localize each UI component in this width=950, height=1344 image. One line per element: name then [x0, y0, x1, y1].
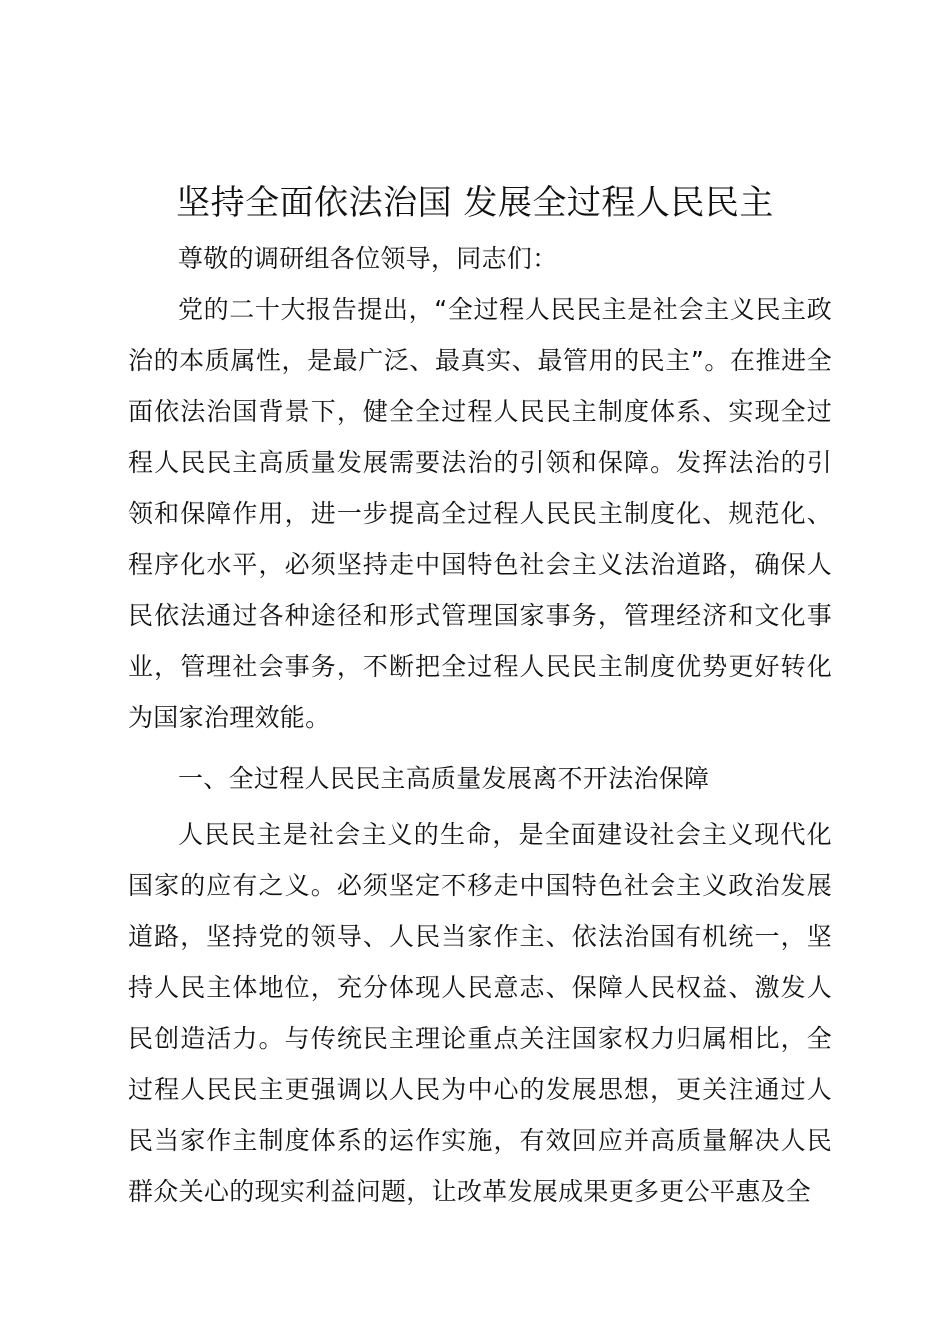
- document-body: [128, 233, 832, 1217]
- document-title: 坚持全面依法治国 发展全过程人民民主: [176, 183, 774, 223]
- paragraph: 人民民主是社会主义的生命，是全面建设社会主义现代化国家的应有之义。必须坚定不移走中国特色社会主义政治发展道路，坚持党的领导、人民当家作主、依法治国有机统一，坚持人民主体地位，充分体现人民意志、保障人民权益、激发人民创造活力。与传统民主理论重点关注国家权力归属相比，全过程人民民主更强调以人民为中心的发展思想，更关注通过人民当家作主制度体系的运作实施，有效回应并高质量解决人民群众关心的现实利益问题，让改革发展成果更多更公平惠及全: [128, 820, 832, 1206]
- salutation: 尊敬的调研组各位领导，同志们：: [178, 244, 558, 273]
- paragraph: 党的二十大报告提出，“全过程人民民主是社会主义民主政治的本质属性，是最广泛、最真实、最管用的民主”。在推进全面依法治国背景下，健全全过程人民民主制度体系、实现全过程人民民主高质量发展需要法治的引领和保障。发挥法治的引领和保障作用，进一步提高全过程人民民主制度化、规范化、程序化水平，必须坚持走中国特色社会主义法治道路，确保人民依法通过各种途径和形式管理国家事务，管理经济和文化事业，管理社会事务，不断把全过程人民民主制度优势更好转化为国家治理效能。: [128, 295, 832, 732]
- section-heading: 一、全过程人民民主高质量发展离不开法治保障: [178, 764, 710, 793]
